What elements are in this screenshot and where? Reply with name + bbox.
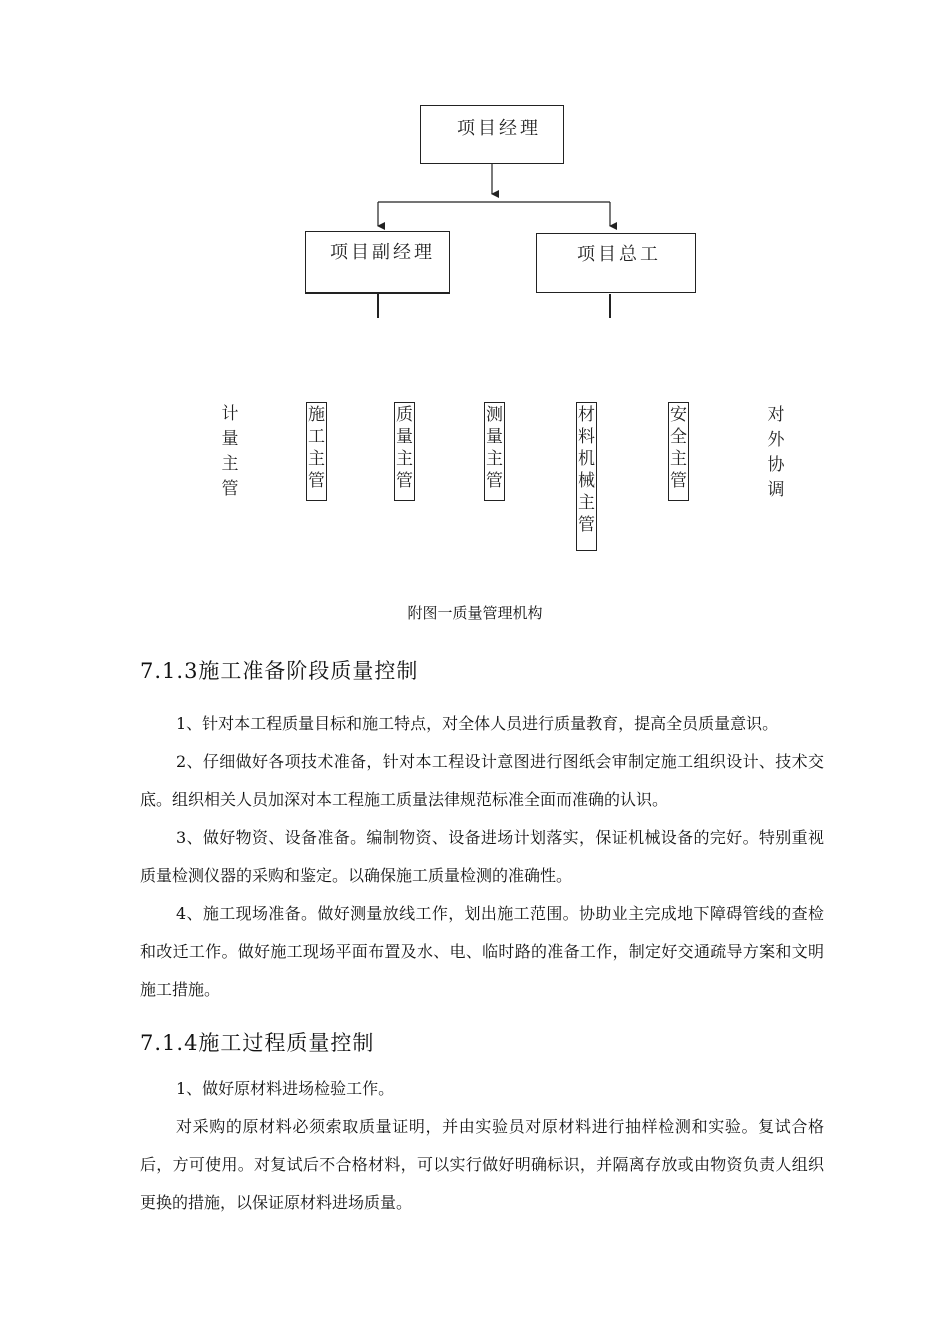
paragraph: 1、做好原材料进场检验工作。 [176, 1079, 395, 1098]
role-external-coordination: 对外协调 [767, 405, 785, 500]
deputy-manager-label: 项目副经理 [330, 242, 435, 263]
paragraph: 1、针对本工程质量目标和施工特点，对全体人员进行质量教育，提高全员质量意识。 [176, 714, 779, 733]
role-quality: 质量主管 [394, 402, 415, 501]
section-heading-7-1-3: 7.1.3施工准备阶段质量控制 [140, 659, 419, 683]
chief-engineer-label: 项目总工 [577, 244, 661, 265]
deputy-manager-box [305, 231, 450, 294]
paragraph: 2、仔细做好各项技术准备，针对本工程设计意图进行图纸会审制定施工组织设计、技术交底。组织相关人员加深对本工程施工质量法律规范标准全面而准确的认识。 [140, 752, 824, 809]
org-chart-connectors [0, 0, 950, 330]
paragraph: 3、做好物资、设备准备。编制物资、设备进场计划落实，保证机械设备的完好。特别重视质量检测仪器的采购和鉴定。以确保施工质量检测的准确性。 [140, 828, 824, 885]
role-materials-machinery: 材料机械主管 [576, 402, 597, 551]
paragraph: 4、施工现场准备。做好测量放线工作，划出施工范围。协助业主完成地下障碍管线的查检和改迁工作。做好施工现场平面布置及水、电、临时路的准备工作，制定好交通疏导方案和文明施工措施。 [140, 904, 824, 999]
role-surveying: 测量主管 [484, 402, 505, 501]
role-construction: 施工主管 [306, 402, 327, 501]
chief-engineer-box [536, 233, 696, 293]
project-manager-label: 项目经理 [457, 118, 541, 139]
role-measurement: 计量主管 [221, 404, 239, 499]
figure-caption: 附图一质量管理机构 [407, 604, 543, 622]
role-safety: 安全主管 [668, 402, 689, 501]
section-heading-7-1-4: 7.1.4施工过程质量控制 [140, 1031, 375, 1055]
paragraph: 对采购的原材料必须索取质量证明，并由实验员对原材料进行抽样检测和实验。复试合格后，方可使用。对复试后不合格材料，可以实行做好明确标识，并隔离存放或由物资负责人组织更换的措施，以保证原材料进场质量。 [140, 1117, 824, 1212]
project-manager-box [420, 105, 564, 164]
